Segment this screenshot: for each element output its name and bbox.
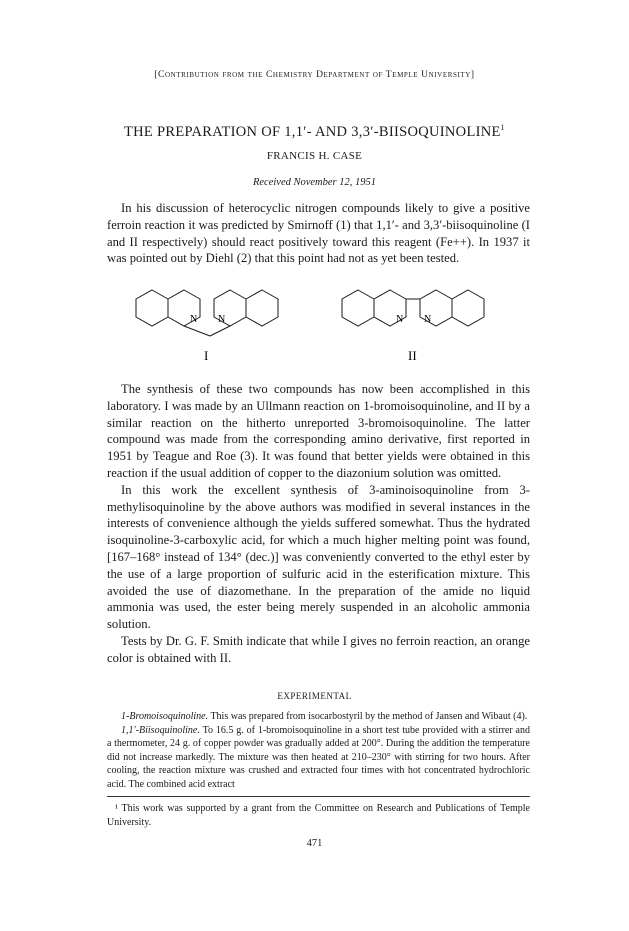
footnote-divider bbox=[107, 796, 530, 797]
structure-2-n-left: N bbox=[396, 314, 404, 325]
contribution-header: [Contribution from the Chemistry Department of Temple University] bbox=[154, 70, 475, 80]
structure-2-ring-d bbox=[452, 290, 484, 326]
structure-1-ring-a bbox=[136, 290, 168, 326]
experimental-biiso bbox=[107, 724, 530, 792]
paragraph-synthesis: The synthesis of these two compounds has now been accomplished in this laboratory. I was made by an Ullmann reaction on 1-bromoisoquinoline, and II by a similar reaction on the hitherto unreported 3-bromoisoquinoline. The latter compound was made from the corresponding amino derivative, first reported in 1951 by Teague and Roe (3). It was found that better yields were obtained in this reaction if the usual addition of copper to the diazonium solution was omitted. bbox=[107, 382, 530, 480]
structures-figure bbox=[130, 284, 520, 374]
structure-2-label: II bbox=[408, 348, 417, 363]
received-date: Received November 12, 1951 bbox=[252, 177, 377, 188]
article-title-text: THE PREPARATION OF 1,1′- AND 3,3′-BIISOQUINOLINE bbox=[124, 123, 501, 140]
author-name: FRANCIS H. CASE bbox=[266, 150, 363, 162]
structure-1-n-right: N bbox=[218, 314, 226, 325]
experimental-section bbox=[107, 710, 530, 792]
experimental-bromo-lead: 1-Bromoisoquinoline. bbox=[121, 711, 209, 722]
structure-1-bond-2 bbox=[210, 326, 230, 336]
footnote-text: ¹ This work was supported by a grant from the Committee on Research and Publications of Temple University. bbox=[107, 803, 530, 828]
structure-1-ring-d bbox=[246, 290, 278, 326]
paragraph-tests: Tests by Dr. G. F. Smith indicate that while I gives no ferroin reaction, an orange color is obtained with II. bbox=[107, 633, 530, 665]
page-number: 471 bbox=[306, 838, 323, 849]
article-title bbox=[0, 123, 629, 141]
experimental-heading: EXPERIMENTAL bbox=[277, 691, 352, 701]
experimental-bromo-text: This was prepared from isocarbostyril by the method of Jansen and Wibaut (4). bbox=[208, 711, 528, 722]
structure-1-label: I bbox=[204, 348, 209, 363]
intro-paragraph: In his discussion of heterocyclic nitrogen compounds likely to give a positive ferroin reaction it was predicted by Smirnoff (1) that 1,1′- and 3,3′-biisoquinoline (I and II respectively) should react positively toward this reagent (Fe++). In 1937 it was pointed out by Diehl (2) that this point had not as yet been tested. bbox=[107, 201, 530, 266]
structure-2-ring-a bbox=[342, 290, 374, 326]
experimental-bromo bbox=[107, 710, 530, 724]
intro-section bbox=[107, 200, 530, 267]
experimental-biiso-lead: 1,1′-Biisoquinoline. bbox=[121, 724, 200, 736]
structure-drawings bbox=[130, 284, 520, 374]
footnote-section bbox=[107, 802, 530, 829]
paragraph-method: In this work the excellent synthesis of 3-aminoisoquinoline from 3-methylisoquinoline by the above authors was modified in several instances in the interests of convenience although the yields suffered somewhat. Thus the hydrated isoquinoline-3-carboxylic acid, for which a much higher melting point was found, [167–168° instead of 134° (dec.)] was conveniently converted to the ethyl ester by the use of a large proportion of sulfuric acid in the esterification mixture. This avoided the use of diazomethane. In the preparation of the amide no liquid ammonia was used, the ester being merely suspended in an alcoholic ammonia solution. bbox=[107, 482, 530, 632]
discussion-section bbox=[107, 381, 530, 667]
structure-2-n-right: N bbox=[424, 314, 432, 325]
experimental-biiso-text: To 16.5 g. of 1-bromoisoquinoline in a short test tube provided with a stirrer and a thermometer, 24 g. of copper powder was gradually added at 200°. During the addition the temperature did not increase markedly. The mixture was then heated at 210–230° with stirring for two hours. After cooling, the reaction mixture was crushed and extracted four times with hot concentrated hydrochloric acid. The combined acid extract bbox=[107, 724, 530, 790]
title-footnote-mark: 1 bbox=[500, 123, 505, 132]
structure-1-n-left: N bbox=[190, 314, 198, 325]
structure-1-bond bbox=[184, 326, 210, 336]
